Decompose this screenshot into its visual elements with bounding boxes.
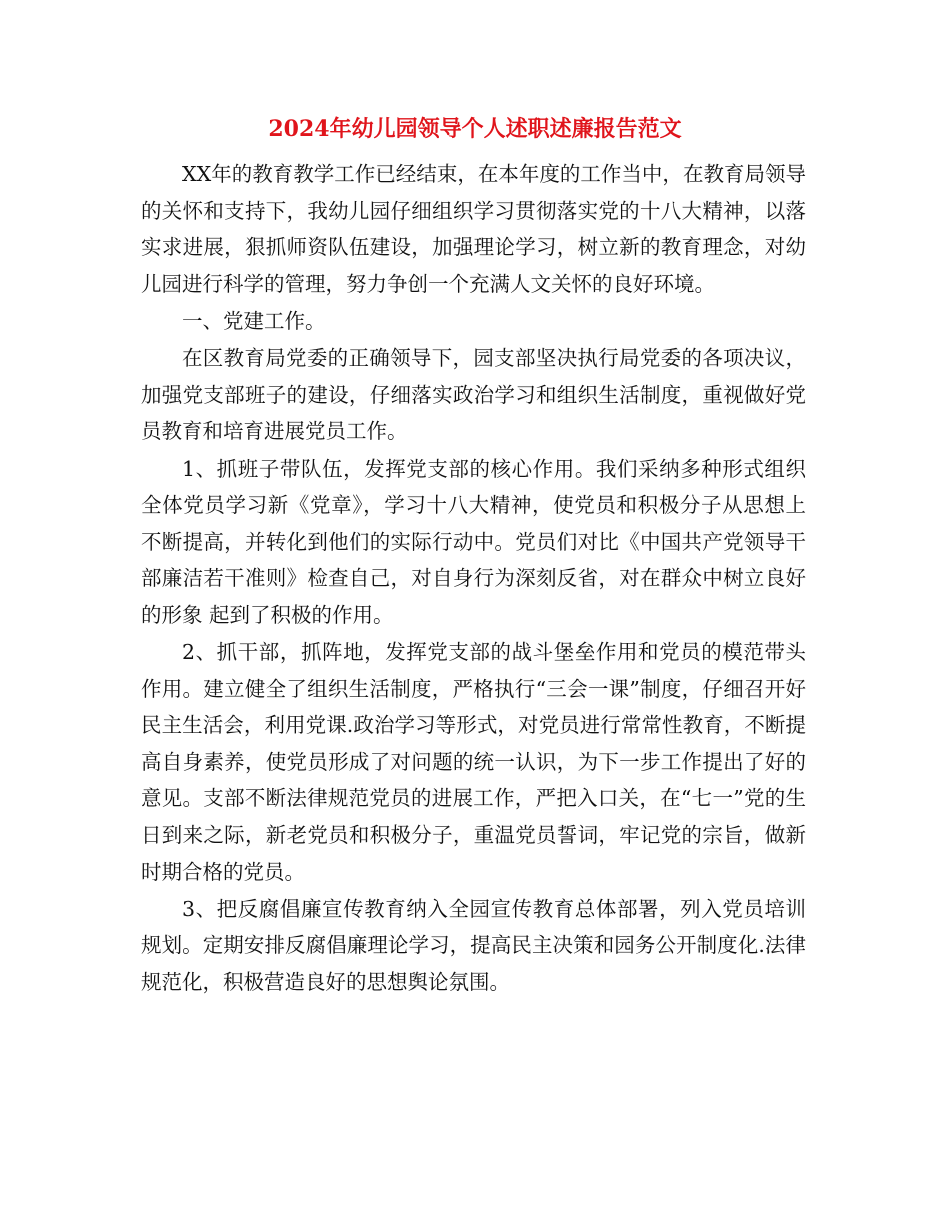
paragraph-item-2: 2、抓干部，抓阵地，发挥党支部的战斗堡垒作用和党员的模范带头作用。建立健全了组织生活制度，严格执行“三会一课”制度，仔细召开好民主生活会，利用党课.政治学习等形式，对党员进行常常性教育，不断提高自身素养，使党员形成了对问题的统一认识，为下一步工作提出了好的意见。支部不断法律规范党员的进展工作，严把入口关，在“七一”党的生日到来之际，新老党员和积极分子，重温党员誓词，牢记党的宗旨，做新时期合格的党员。	[141, 640, 806, 884]
paragraph-intro: XX年的教育教学工作已经结束，在本年度的工作当中，在教育局领导的关怀和支持下，我幼儿园仔细组织学习贯彻落实党的十八大精神，以落实求进展，狠抓师资队伍建设，加强理论学习，树立新的教育理念，对幼儿园进行科学的管理，努力争创一个充满人文关怀的良好环境。	[141, 162, 806, 296]
document-body	[141, 156, 806, 1001]
paragraph-item-3: 3、把反腐倡廉宣传教育纳入全园宣传教育总体部署，列入党员培训规划。定期安排反腐倡廉理论学习，提高民主决策和园务公开制度化.法律规范化，积极营造良好的思想舆论氛围。	[141, 896, 806, 995]
paragraph-party-leadership: 在区教育局党委的正确领导下，园支部坚决执行局党委的各项决议，加强党支部班子的建设，仔细落实政治学习和组织生活制度，重视做好党员教育和培育进展党员工作。	[141, 346, 806, 444]
document-title: 2024年幼儿园领导个人述职述廉报告范文	[268, 116, 682, 142]
paragraph-item-1: 1、抓班子带队伍，发挥党支部的核心作用。我们采纳多种形式组织全体党员学习新《党章》，学习十八大精神，使党员和积极分子从思想上不断提高，并转化到他们的实际行动中。党员们对比《中国共产党领导干部廉洁若干准则》检查自己，对自身行为深刻反省，对在群众中树立良好的形象 起到了积极的作用。	[141, 456, 806, 627]
paragraph-section-heading: 一、党建工作。	[182, 308, 326, 333]
